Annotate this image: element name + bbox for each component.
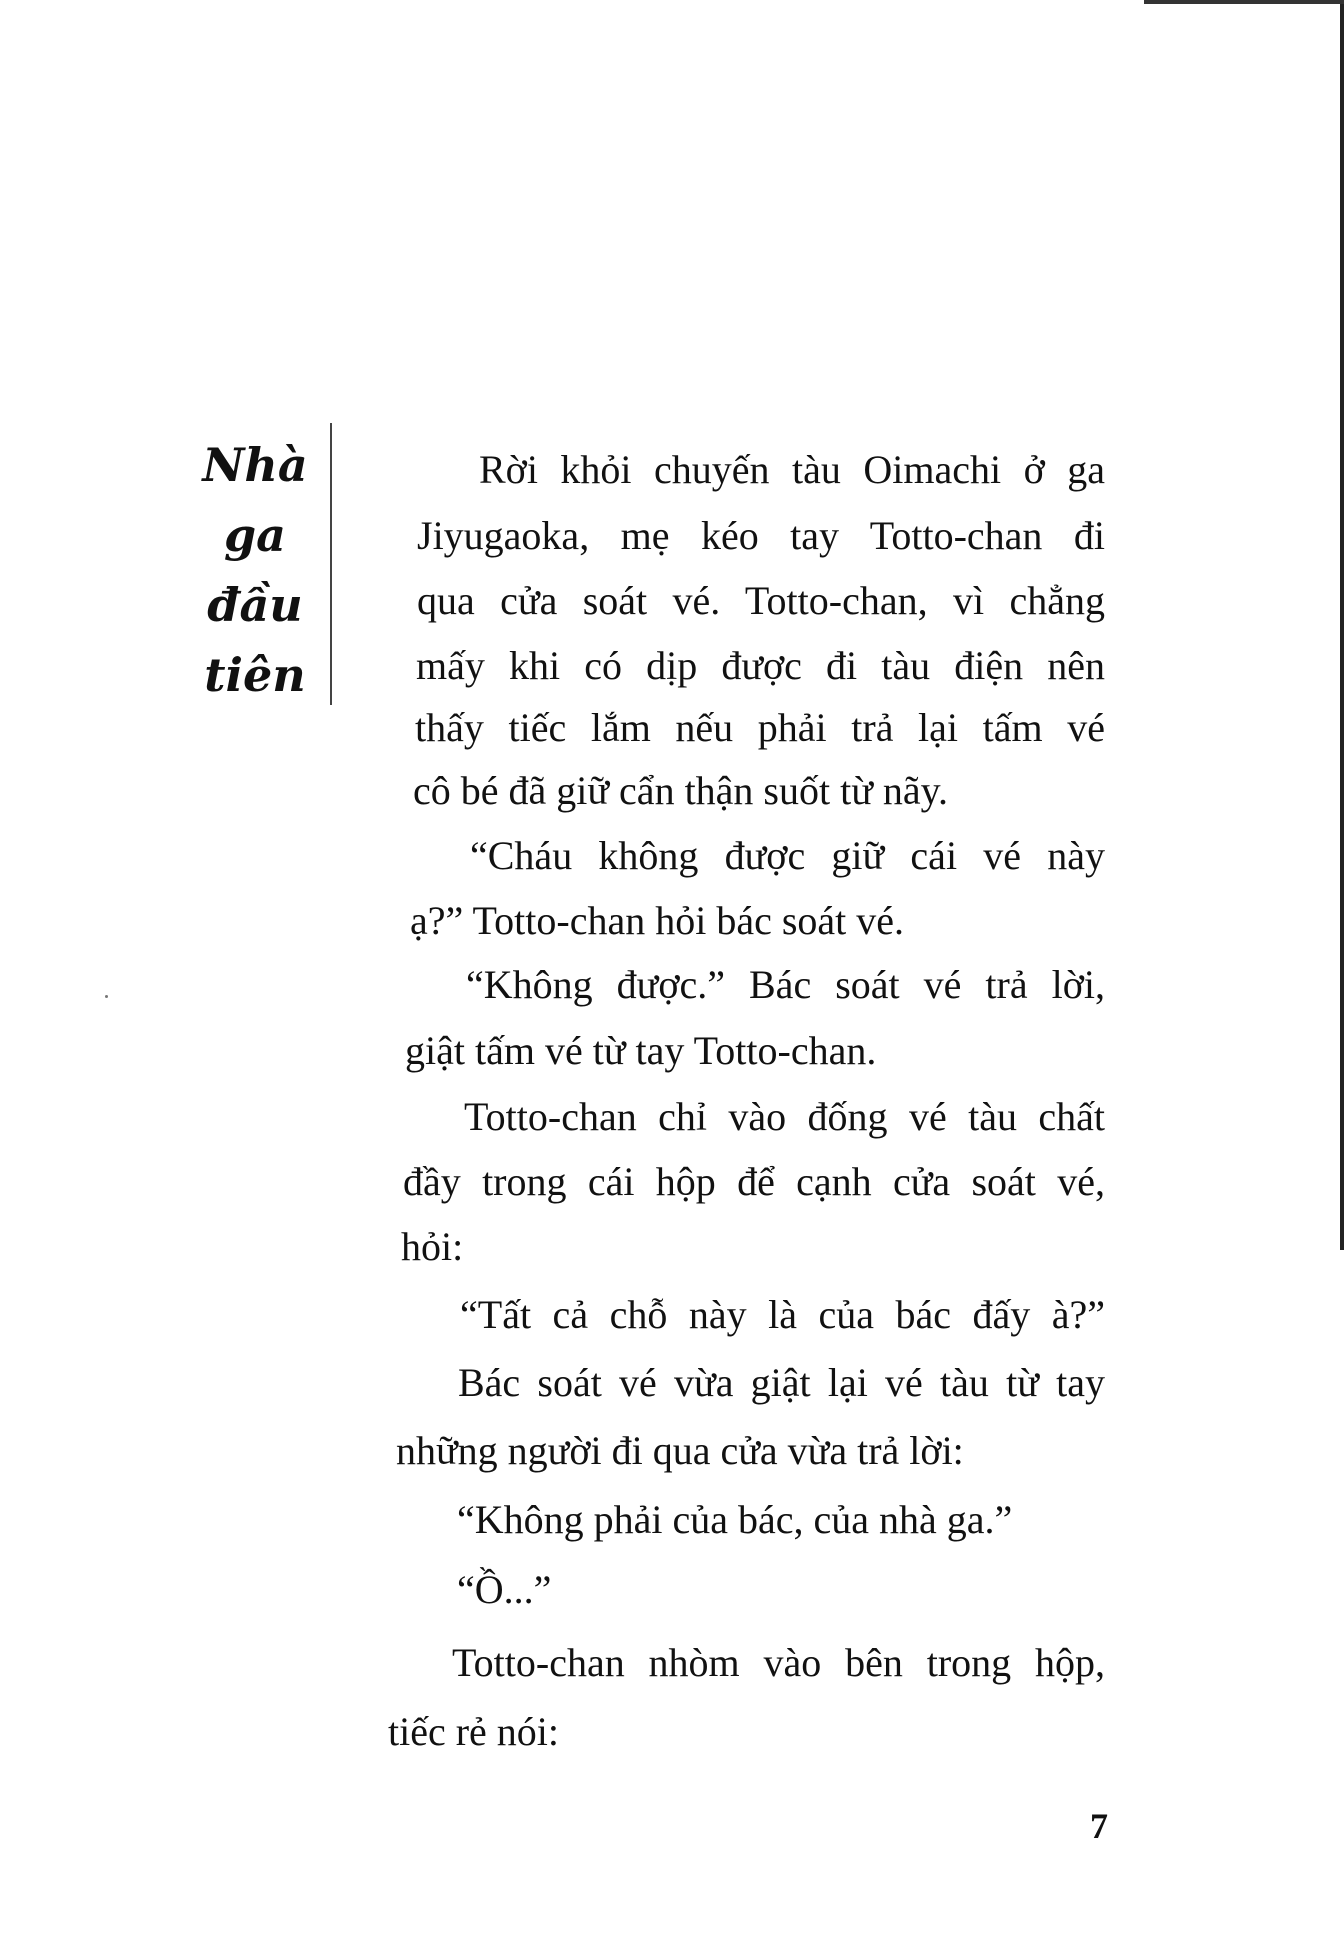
text-line: “Tất cả chỗ này là của bác đấy à?” <box>460 1292 1105 1337</box>
text-line: giật tấm vé từ tay Totto-chan. <box>405 1028 877 1073</box>
chapter-title-word: đầu <box>207 578 303 632</box>
text-line: Bác soát vé vừa giật lại vé tàu từ tay <box>458 1360 1105 1405</box>
text-line: hỏi: <box>401 1224 464 1269</box>
page-edge <box>1340 0 1344 1250</box>
speck <box>105 995 108 998</box>
text-line: cô bé đã giữ cẩn thận suốt từ nãy. <box>413 768 949 813</box>
text-line: qua cửa soát vé. Totto-chan, vì chẳng <box>417 578 1105 623</box>
text-line: mấy khi có dịp được đi tàu điện nên <box>416 643 1105 688</box>
chapter-title-word: Nhà <box>202 438 308 492</box>
text-line: “Không được.” Bác soát vé trả lời, <box>466 962 1105 1007</box>
title-divider <box>330 423 332 705</box>
scan-edge <box>1144 0 1344 4</box>
text-line: tiếc rẻ nói: <box>388 1709 560 1754</box>
page-number: 7 <box>1090 1806 1108 1846</box>
text-line: Totto-chan chỉ vào đống vé tàu chất <box>464 1094 1105 1139</box>
text-line: “Ồ...” <box>457 1567 552 1612</box>
text-line: “Không phải của bác, của nhà ga.” <box>457 1497 1013 1542</box>
text-line: ạ?” Totto-chan hỏi bác soát vé. <box>410 898 905 943</box>
text-line: Totto-chan nhòm vào bên trong hộp, <box>452 1640 1105 1685</box>
chapter-title-word: ga <box>224 508 286 562</box>
chapter-title-word: tiên <box>204 648 306 702</box>
text-line: những người đi qua cửa vừa trả lời: <box>396 1428 964 1473</box>
text-line: Rời khỏi chuyến tàu Oimachi ở ga <box>479 447 1105 492</box>
text-line: thấy tiếc lắm nếu phải trả lại tấm vé <box>415 705 1105 750</box>
text-line: đầy trong cái hộp để cạnh cửa soát vé, <box>403 1159 1105 1204</box>
text-line: “Cháu không được giữ cái vé này <box>470 833 1105 878</box>
text-line: Jiyugaoka, mẹ kéo tay Totto-chan đi <box>417 513 1105 558</box>
